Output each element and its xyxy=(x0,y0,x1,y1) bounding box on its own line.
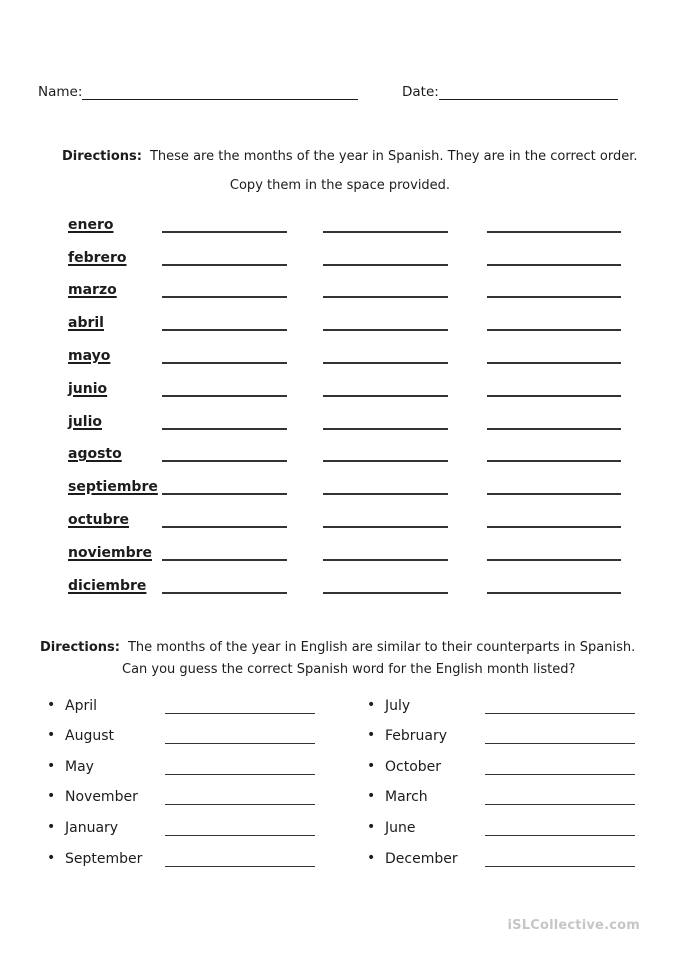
date-label: Date: xyxy=(402,84,439,100)
write-blank-2 xyxy=(323,510,448,528)
copy-row xyxy=(68,561,621,594)
spanish-month-label: abril xyxy=(68,315,104,332)
match-row xyxy=(47,744,315,775)
answer-blank xyxy=(165,758,315,775)
write-blank-1 xyxy=(162,280,287,298)
write-blank-3 xyxy=(487,379,621,397)
write-blank-2 xyxy=(323,543,448,561)
bullet-icon: • xyxy=(367,696,376,713)
copy-row xyxy=(68,364,621,397)
write-blank-2 xyxy=(323,576,448,594)
section1-directions xyxy=(62,149,638,165)
bullet-icon: • xyxy=(367,849,376,866)
answer-blank xyxy=(485,850,635,867)
write-blank-1 xyxy=(162,248,287,266)
name-blank-line xyxy=(82,84,358,100)
bullet-icon: • xyxy=(367,757,376,774)
write-blank-3 xyxy=(487,215,621,233)
write-blank-3 xyxy=(487,346,621,364)
copy-row xyxy=(68,462,621,495)
section1-directions-label: Directions: xyxy=(62,149,142,164)
write-blank-2 xyxy=(323,346,448,364)
match-row xyxy=(367,836,635,867)
write-blank-1 xyxy=(162,477,287,495)
bullet-icon: • xyxy=(47,727,56,744)
english-month-label: January xyxy=(65,819,119,836)
copy-row xyxy=(68,528,621,561)
write-blank-3 xyxy=(487,412,621,430)
write-blank-3 xyxy=(487,477,621,495)
english-month-label: May xyxy=(65,758,94,775)
spanish-months-copy-list xyxy=(68,200,621,594)
answer-blank xyxy=(485,788,635,805)
match-row xyxy=(47,683,315,714)
copy-row xyxy=(68,200,621,233)
english-month-label: October xyxy=(385,758,442,775)
write-blank-1 xyxy=(162,444,287,462)
date-field xyxy=(402,84,618,100)
answer-blank xyxy=(485,727,635,744)
section1-directions-line2: Copy them in the space provided. xyxy=(229,178,451,193)
bullet-icon: • xyxy=(47,757,56,774)
copy-row xyxy=(68,397,621,430)
bullet-icon: • xyxy=(367,727,376,744)
spanish-month-label: febrero xyxy=(68,249,127,266)
spanish-month-label: junio xyxy=(68,380,108,397)
bullet-icon: • xyxy=(367,788,376,805)
section1-directions-text: These are the months of the year in Spanish. They are in the correct order. xyxy=(149,149,638,164)
name-field xyxy=(38,84,358,100)
section2-directions-text: The months of the year in English are similar to their counterparts in Spanish. xyxy=(127,640,636,655)
english-month-label: September xyxy=(65,850,143,867)
write-blank-1 xyxy=(162,543,287,561)
match-row xyxy=(47,836,315,867)
spanish-month-label: julio xyxy=(68,413,102,430)
answer-blank xyxy=(485,819,635,836)
answer-blank xyxy=(485,697,635,714)
english-month-label: April xyxy=(65,697,97,714)
write-blank-3 xyxy=(487,444,621,462)
write-blank-1 xyxy=(162,576,287,594)
spanish-month-label: agosto xyxy=(68,446,122,463)
english-month-label: August xyxy=(65,728,114,745)
write-blank-1 xyxy=(162,510,287,528)
islcollective-watermark: iSLCollective.com xyxy=(507,918,640,933)
match-row xyxy=(367,683,635,714)
copy-row xyxy=(68,298,621,331)
english-month-label: December xyxy=(385,850,458,867)
answer-blank xyxy=(485,758,635,775)
english-months-match-section xyxy=(47,683,635,867)
answer-blank xyxy=(165,850,315,867)
bullet-icon: • xyxy=(367,818,376,835)
write-blank-3 xyxy=(487,313,621,331)
spanish-month-label: octubre xyxy=(68,511,129,528)
write-blank-1 xyxy=(162,215,287,233)
write-blank-1 xyxy=(162,313,287,331)
date-blank-line xyxy=(439,84,618,100)
english-month-label: February xyxy=(385,728,448,745)
write-blank-3 xyxy=(487,543,621,561)
match-column-left xyxy=(47,683,315,867)
bullet-icon: • xyxy=(47,818,56,835)
section2-directions-line2: Can you guess the correct Spanish word for the English month listed? xyxy=(122,662,576,677)
write-blank-2 xyxy=(323,280,448,298)
match-row xyxy=(47,805,315,836)
write-blank-1 xyxy=(162,412,287,430)
copy-row xyxy=(68,266,621,299)
match-row xyxy=(367,744,635,775)
copy-row xyxy=(68,233,621,266)
bullet-icon: • xyxy=(47,849,56,866)
write-blank-3 xyxy=(487,576,621,594)
write-blank-2 xyxy=(323,379,448,397)
copy-row xyxy=(68,331,621,364)
match-row xyxy=(47,775,315,806)
copy-row xyxy=(68,495,621,528)
write-blank-3 xyxy=(487,248,621,266)
section2-directions-label: Directions: xyxy=(40,640,120,655)
section2-directions xyxy=(40,640,635,656)
write-blank-3 xyxy=(487,280,621,298)
english-month-label: March xyxy=(385,789,428,806)
write-blank-2 xyxy=(323,477,448,495)
english-month-label: July xyxy=(385,697,411,714)
write-blank-2 xyxy=(323,215,448,233)
bullet-icon: • xyxy=(47,696,56,713)
copy-row xyxy=(68,430,621,463)
write-blank-1 xyxy=(162,346,287,364)
spanish-month-label: mayo xyxy=(68,347,111,364)
match-row xyxy=(367,714,635,745)
match-row xyxy=(367,805,635,836)
spanish-month-label: septiembre xyxy=(68,479,158,496)
english-month-label: June xyxy=(385,819,416,836)
answer-blank xyxy=(165,819,315,836)
spanish-month-label: noviembre xyxy=(68,544,153,561)
answer-blank xyxy=(165,788,315,805)
write-blank-1 xyxy=(162,379,287,397)
answer-blank xyxy=(165,697,315,714)
write-blank-2 xyxy=(323,412,448,430)
bullet-icon: • xyxy=(47,788,56,805)
spanish-month-label: enero xyxy=(68,216,114,233)
write-blank-2 xyxy=(323,444,448,462)
english-month-label: November xyxy=(65,789,138,806)
spanish-month-label: diciembre xyxy=(68,577,147,594)
answer-blank xyxy=(165,727,315,744)
match-row xyxy=(47,714,315,745)
spanish-month-label: marzo xyxy=(68,282,117,299)
write-blank-3 xyxy=(487,510,621,528)
write-blank-2 xyxy=(323,313,448,331)
match-column-right xyxy=(367,683,635,867)
name-label: Name: xyxy=(38,84,83,100)
match-row xyxy=(367,775,635,806)
write-blank-2 xyxy=(323,248,448,266)
